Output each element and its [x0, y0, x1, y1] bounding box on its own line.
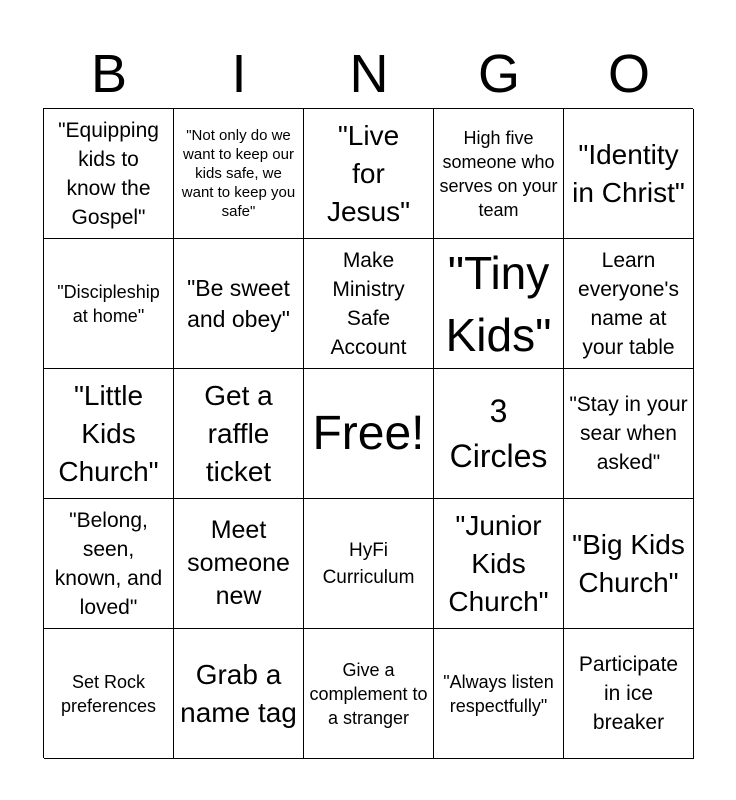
bingo-cell-14[interactable]: 3 Circles — [434, 369, 564, 499]
header-letter-i: I — [231, 44, 247, 104]
bingo-cell-free[interactable]: Free! — [304, 369, 434, 499]
bingo-cell-21[interactable]: Set Rock preferences — [44, 629, 174, 759]
bingo-cell-23[interactable]: Give a complement to a stranger — [304, 629, 434, 759]
header-letter-b: B — [90, 44, 128, 104]
bingo-cell-25[interactable]: Participate in ice breaker — [564, 629, 694, 759]
bingo-cell-8[interactable]: Make Ministry Safe Account — [304, 239, 434, 369]
bingo-cell-19[interactable]: "Junior Kids Church" — [434, 499, 564, 629]
header-letter-n: N — [349, 44, 389, 104]
bingo-cell-10[interactable]: Learn everyone's name at your table — [564, 239, 694, 369]
header-letter-g: G — [477, 44, 520, 104]
bingo-cell-11[interactable]: "Little Kids Church" — [44, 369, 174, 499]
bingo-cell-12[interactable]: Get a raffle ticket — [174, 369, 304, 499]
bingo-cell-2[interactable]: "Not only do we want to keep our kids safe, we want to keep you safe" — [174, 109, 304, 239]
bingo-cell-1[interactable]: "Equipping kids to know the Gospel" — [44, 109, 174, 239]
bingo-cell-6[interactable]: "Discipleship at home" — [44, 239, 174, 369]
bingo-cell-5[interactable]: "Identity in Christ" — [564, 109, 694, 239]
header-letter-o: O — [607, 44, 650, 104]
bingo-cell-20[interactable]: "Big Kids Church" — [564, 499, 694, 629]
bingo-cell-4[interactable]: High five someone who serves on your team — [434, 109, 564, 239]
bingo-cell-24[interactable]: "Always listen respectfully" — [434, 629, 564, 759]
bingo-cell-17[interactable]: Meet someone new — [174, 499, 304, 629]
bingo-cell-22[interactable]: Grab a name tag — [174, 629, 304, 759]
bingo-cell-16[interactable]: "Belong, seen, known, and loved" — [44, 499, 174, 629]
bingo-cell-18[interactable]: HyFi Curriculum — [304, 499, 434, 629]
bingo-card-grid — [43, 108, 693, 758]
bingo-cell-3[interactable]: "Live for Jesus" — [304, 109, 434, 239]
bingo-header — [44, 40, 694, 108]
bingo-cell-9[interactable]: "Tiny Kids" — [434, 239, 564, 369]
bingo-cell-15[interactable]: "Stay in your sear when asked" — [564, 369, 694, 499]
bingo-cell-7[interactable]: "Be sweet and obey" — [174, 239, 304, 369]
